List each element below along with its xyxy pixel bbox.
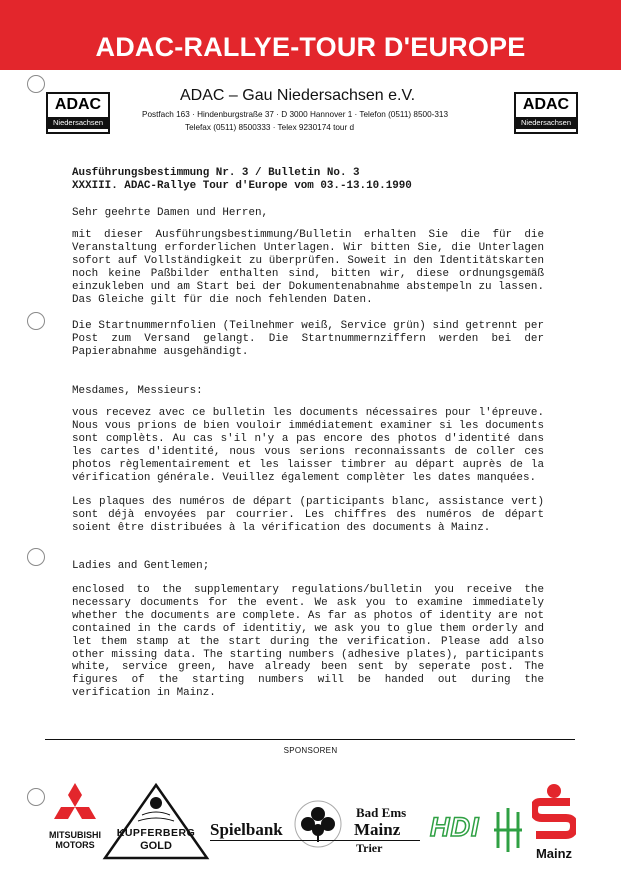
french-salutation: Mesdames, Messieurs: xyxy=(72,385,203,397)
three-diamonds-icon xyxy=(45,783,105,825)
banner-title: ADAC-RALLYE-TOUR D'EUROPE xyxy=(95,32,526,62)
hdi-logo xyxy=(430,808,525,852)
adac-logo-right xyxy=(514,92,578,134)
french-paragraph-2: Les plaques des numéros de départ (participants blanc, assistance vert) sont déjà envoyées par courrier. Les chiffres des numéros de départ soient être distribuées à la vérification des documents à Mainz. xyxy=(72,496,544,534)
spielbank-city-trier: Trier xyxy=(356,841,383,855)
english-paragraph: enclosed to the supplementary regulations/bulletin you receive the necessary documents for the event. We ask you to examine immediately whether the documents are complete. As far as photos of identity are not contained in the cards of identitiy, we ask you to glue them orderly and let them stamp at the start during the verification. Please add also other missing data. The starting numbers (adhesive plates), participants white, service green, have already been sent by seperate post. The figures of the starting numbers will be handed out during the verification in Mainz. xyxy=(72,584,544,700)
organization-name: ADAC – Gau Niedersachsen e.V. xyxy=(180,87,416,104)
mitsubishi-logo xyxy=(40,783,110,863)
sparkasse-city: Mainz xyxy=(535,846,573,861)
sparkasse-logo xyxy=(528,783,580,861)
contact-line: Telefax (0511) 8500333 · Telex 9230174 tour d xyxy=(185,123,355,132)
subject-line-1: Ausführungsbestimmung Nr. 3 / Bulletin No. 3 xyxy=(72,167,360,179)
mitsubishi-sub: MOTORS xyxy=(55,840,95,850)
kupferberg-name: KUPFERBERG xyxy=(116,827,196,839)
german-paragraph-1: mit dieser Ausführungsbestimmung/Bulletin erhalten Sie die für die Veranstaltung erforderlichen Unterlagen. Wir bitten Sie, die Unterlagen sofort auf Vollständigkeit zu überprüfen. Soweit in den Identitätskarten noch keine Paßbilder enthalten sind, bitten wir, diese ordnungsgemäß einzukleben und am Start bei der Dokumentenabnahme abstempeln zu lassen. Das Gleiche gilt für die noch fehlenden Daten. xyxy=(72,229,544,306)
spielbank-logo xyxy=(210,800,420,860)
spielbank-city-bad-ems: Bad Ems xyxy=(356,805,407,820)
subject-line-2: XXXIII. ADAC-Rallye Tour d'Europe vom 03.-13.10.1990 xyxy=(72,179,412,192)
hdi-emblem-icon xyxy=(492,808,526,852)
address-line: Postfach 163 · Hindenburgstraße 37 · D 3000 Hannover 1 · Telefon (0511) 8500-313 xyxy=(142,110,449,119)
spielbank-city-mainz: Mainz xyxy=(354,820,401,839)
mitsubishi-name: MITSUBISHI xyxy=(48,830,101,840)
logo-subtext: Niedersachsen xyxy=(516,117,576,129)
kupferberg-gold: GOLD xyxy=(140,840,172,852)
spielbank-name: Spielbank xyxy=(210,820,283,839)
french-paragraph-1: vous recevez avec ce bulletin les documents nécessaires pour l'épreuve. Nous vous prions de bien vouloir immédiatement examiner si les documents sont complèts. Au cas s'il n'y a pas encore des photos d'identité dans les cartes d'identité, nous vous serions reconnaissants de coller ces photos règlementairement et les laisser timbrer au départ auprès de la vérification générale. Veuillez également complèter les dates manquées. xyxy=(72,407,544,484)
punch-hole xyxy=(27,548,45,566)
english-salutation: Ladies and Gentlemen; xyxy=(72,560,210,572)
header-banner xyxy=(0,0,621,70)
sparkasse-s-icon xyxy=(532,783,576,841)
adac-logo-left xyxy=(46,92,110,134)
kupferberg-logo xyxy=(102,783,210,861)
logo-subtext: Niedersachsen xyxy=(48,117,108,129)
punch-hole xyxy=(27,75,45,93)
spielbank-underline xyxy=(210,840,420,841)
logo-text: ADAC xyxy=(522,96,570,113)
punch-hole xyxy=(27,312,45,330)
sponsors-heading: SPONSOREN xyxy=(283,746,338,755)
german-salutation: Sehr geehrte Damen und Herren, xyxy=(72,207,269,219)
german-paragraph-2: Die Startnummernfolien (Teilnehmer weiß, Service grün) sind getrennt per Post zum Versand gelangt. Die Startnummernziffern werden bei der Papierabnahme ausgehändigt. xyxy=(72,320,544,358)
footer-divider xyxy=(45,739,575,740)
subject-block xyxy=(72,167,552,193)
hdi-name: HDI xyxy=(430,812,480,842)
logo-text: ADAC xyxy=(54,96,102,113)
